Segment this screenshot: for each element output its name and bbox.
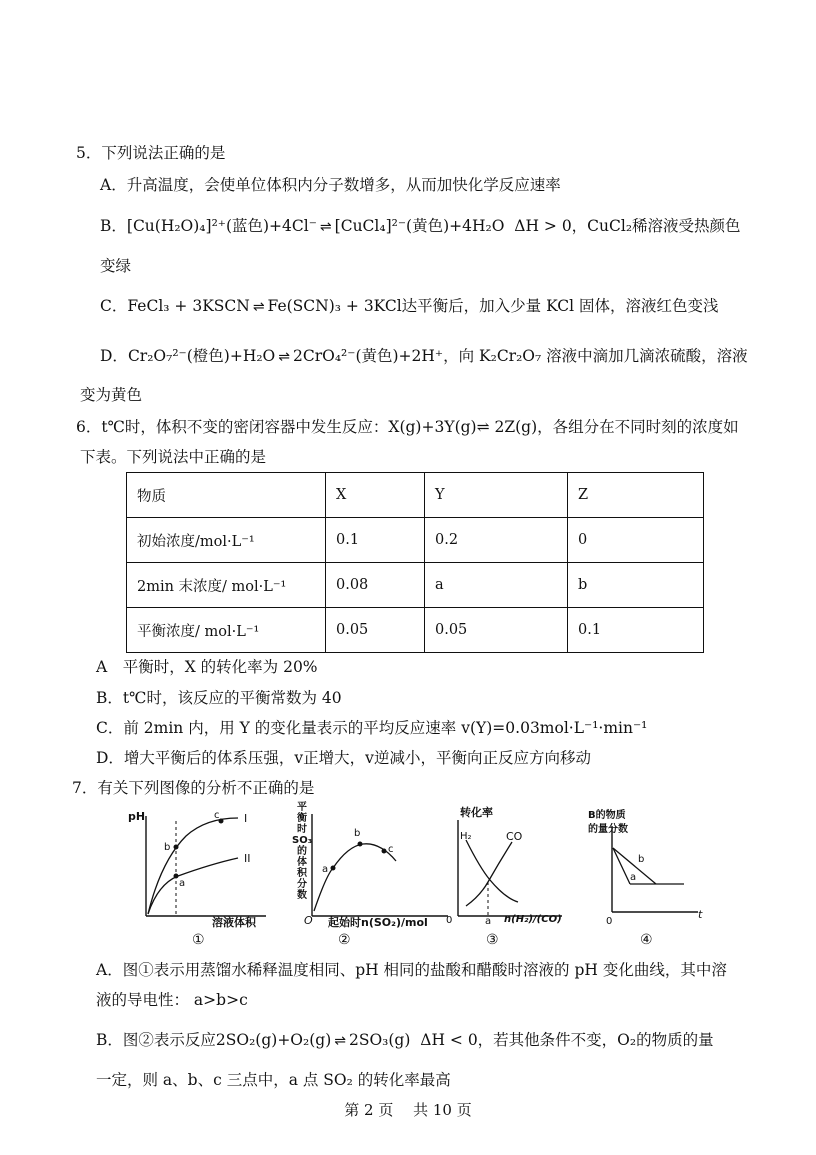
- graph-1-caption: ①: [192, 932, 205, 948]
- graph-3-curve-h2: [466, 840, 518, 902]
- q5-b-lhs: [Cu(H₂O)₄]²⁺(蓝色)+4Cl⁻: [126, 217, 317, 235]
- graph-2-label-a: a: [322, 864, 329, 875]
- graph-2-ylabel-line: SO₃: [292, 835, 313, 846]
- graph-2-ylabel-line: 的: [297, 846, 307, 857]
- graph-2-label-b: b: [354, 828, 361, 839]
- q5-d-rhs: 2CrO₄²⁻(黄色)+2H⁺: [293, 347, 444, 365]
- graph-2-curve: [314, 844, 396, 911]
- table-cell: 0.05: [425, 608, 568, 653]
- graph-4-ylabel-1: B的物质: [588, 810, 626, 821]
- q5-c-rhs: Fe(SCN)₃ + 3KCl: [267, 297, 402, 315]
- table-cell: 初始浓度/mol·L⁻¹: [127, 518, 326, 563]
- q7-option-a-1: A．图①表示用蒸馏水稀释温度相同、pH 相同的盐酸和醋酸时溶液的 pH 变化曲线，其中溶: [96, 961, 727, 979]
- q5-stem: 5．下列说法正确的是: [76, 144, 226, 162]
- q5-option-b: [100, 216, 741, 237]
- q7-stem: 7．有关下列图像的分析不正确的是: [72, 779, 315, 797]
- equilibrium-arrow-icon: ⇌: [278, 349, 290, 365]
- table-row: [127, 518, 704, 563]
- graph-3-curve-co: [466, 842, 512, 906]
- graph-2-ylabel-line: 衡: [297, 813, 307, 824]
- graph-1-label-a: a: [179, 878, 186, 889]
- equilibrium-arrow-icon: ⇌: [319, 219, 332, 235]
- graph-2-point-c: [382, 849, 387, 854]
- graph-2-ylabel-line: 积: [297, 868, 307, 879]
- q5-option-a: A．升高温度，会使单位体积内分子数增多，从而加快化学反应速率: [100, 176, 561, 194]
- q5-option-d: [100, 346, 748, 367]
- graph-2-ylabel-line: 数: [297, 890, 307, 901]
- q5-b-dh: ΔH > 0，CuCl₂稀溶液受热颜色: [514, 217, 741, 235]
- q5-d-lhs: Cr₂O₇²⁻(橙色)+H₂O: [127, 347, 276, 365]
- graph-1-label-ii: II: [244, 852, 251, 865]
- graph-2-point-a: [331, 866, 336, 871]
- graph-2-svg: [288, 806, 458, 926]
- q5-c-prefix: C．: [100, 297, 128, 315]
- graph-2-origin: O: [304, 914, 313, 926]
- graph-3-label-h2: H₂: [460, 831, 472, 842]
- q5-option-d-cont: 变为黄色: [80, 386, 143, 404]
- q7-b-lhs: 2SO₂(g)+O₂(g): [215, 1031, 332, 1049]
- q5-option-c: [100, 296, 719, 317]
- table-cell: 平衡浓度/ mol·L⁻¹: [127, 608, 326, 653]
- table-cell: b: [568, 563, 704, 608]
- graph-1-ylabel: pH: [128, 810, 146, 823]
- graph-1-label-b: b: [164, 842, 171, 853]
- q5-b-prefix: B．: [100, 217, 127, 235]
- table-header-row: [127, 473, 704, 518]
- table-cell: 0.1: [326, 518, 425, 563]
- graph-3-label-co: CO: [506, 830, 523, 843]
- q5-c-lhs: FeCl₃ + 3KSCN: [127, 297, 250, 315]
- table-header-cell: Z: [568, 473, 704, 518]
- equilibrium-arrow-icon: ⇌: [334, 1033, 346, 1049]
- graph-2-ylabel-line: 平: [297, 802, 307, 813]
- graph-2-xlabel: 起始时n(SO₂)/mol: [328, 916, 428, 929]
- q5-d-prefix: D．: [100, 347, 128, 365]
- q7-b-tail: ΔH < 0，若其他条件不变，O₂的物质的量: [420, 1031, 714, 1049]
- graph-1-curve-ii: [148, 858, 238, 914]
- q7-option-b-cont: 一定，则 a、b、c 三点中，a 点 SO₂ 的转化率最高: [96, 1071, 451, 1089]
- table-row: [127, 563, 704, 608]
- graph-2-point-b: [358, 842, 363, 847]
- q7-b-prefix: B．图②表示反应: [96, 1031, 216, 1049]
- q5-option-b-cont: 变绿: [100, 257, 132, 275]
- table-header-cell: X: [326, 473, 425, 518]
- graph-3-svg: [440, 806, 570, 926]
- graph-4-label-b: b: [638, 854, 645, 865]
- graph-1: [126, 806, 276, 930]
- graph-3-xlabel: n(H₂)/(CO): [504, 914, 562, 925]
- graph-4-curve-a: [613, 848, 630, 884]
- graph-3: [440, 806, 570, 930]
- q6-option-c: C．前 2min 内，用 Y 的变化量表示的平均反应速率 v(Y)=0.03mol·L⁻¹·min⁻¹: [96, 719, 648, 737]
- graph-1-svg: [126, 806, 276, 926]
- graph-2-caption: ②: [338, 932, 351, 948]
- equilibrium-arrow-icon: ⇌: [252, 299, 265, 315]
- graph-1-point-a: [174, 874, 179, 879]
- graph-3-origin: 0: [446, 915, 453, 926]
- q6-option-a: A 平衡时，X 的转化率为 20%: [96, 658, 318, 676]
- q7-option-b: [96, 1030, 714, 1051]
- table-cell: 0.2: [425, 518, 568, 563]
- q5-b-rhs: [CuCl₄]²⁻(黄色)+4H₂O: [334, 217, 505, 235]
- graph-1-xlabel: 溶液体积: [212, 916, 256, 929]
- graph-4-svg: [586, 806, 716, 926]
- graph-3-ylabel: 转化率: [460, 806, 493, 819]
- graph-4-ylabel-2: 的量分数: [588, 824, 628, 835]
- graph-3-caption: ③: [486, 932, 499, 948]
- graph-2: [288, 802, 458, 930]
- table-cell: a: [425, 563, 568, 608]
- graph-3-label-a: a: [485, 916, 492, 926]
- q6-stem-1: 6．t℃时，体积不变的密闭容器中发生反应：X(g)+3Y(g)⇌ 2Z(g)，各组分在不同时刻的浓度如: [76, 418, 739, 436]
- q5-d-tail: ，向 K₂Cr₂O₇ 溶液中滴加几滴浓硫酸，溶液: [443, 347, 748, 365]
- table-row: [127, 608, 704, 653]
- q6-option-b: B．t℃时，该反应的平衡常数为 40: [96, 689, 342, 707]
- graph-2-ylabel-line: 分: [297, 879, 307, 890]
- concentration-table: [126, 472, 704, 653]
- graph-4-label-a: a: [630, 872, 637, 883]
- graph-4-origin: 0: [606, 916, 613, 926]
- table-cell: 0.05: [326, 608, 425, 653]
- table-cell: 0.08: [326, 563, 425, 608]
- graph-4-caption: ④: [640, 932, 653, 948]
- table-header-cell: Y: [425, 473, 568, 518]
- q6-option-d: D．增大平衡后的体系压强，v正增大，v逆减小，平衡向正反应方向移动: [96, 749, 591, 767]
- q7-b-rhs: 2SO₃(g): [348, 1031, 411, 1049]
- table-header-cell: 物质: [127, 473, 326, 518]
- q7-option-a-2: 液的导电性： a>b>c: [96, 991, 248, 1009]
- graph-2-ylabel-line: 时: [297, 824, 307, 835]
- graph-2-label-c: c: [388, 844, 394, 855]
- table-cell: 0: [568, 518, 704, 563]
- page-footer: 第 2 页 共 10 页: [344, 1101, 472, 1119]
- graph-2-ylabel-line: 体: [297, 857, 307, 868]
- table-cell: 0.1: [568, 608, 704, 653]
- graph-4-xlabel: t: [698, 908, 703, 921]
- graph-1-label-c: c: [214, 810, 220, 821]
- q5-c-tail: 达平衡后，加入少量 KCl 固体，溶液红色变浅: [401, 297, 719, 315]
- graph-4: [586, 806, 716, 930]
- q6-stem-2: 下表。下列说法中正确的是: [80, 448, 267, 466]
- graph-1-point-b: [174, 845, 179, 850]
- table-cell: 2min 末浓度/ mol·L⁻¹: [127, 563, 326, 608]
- graph-1-label-i: I: [244, 812, 248, 825]
- graph-1-curve-i: [148, 818, 238, 914]
- graph-2-ylabel: [292, 802, 312, 901]
